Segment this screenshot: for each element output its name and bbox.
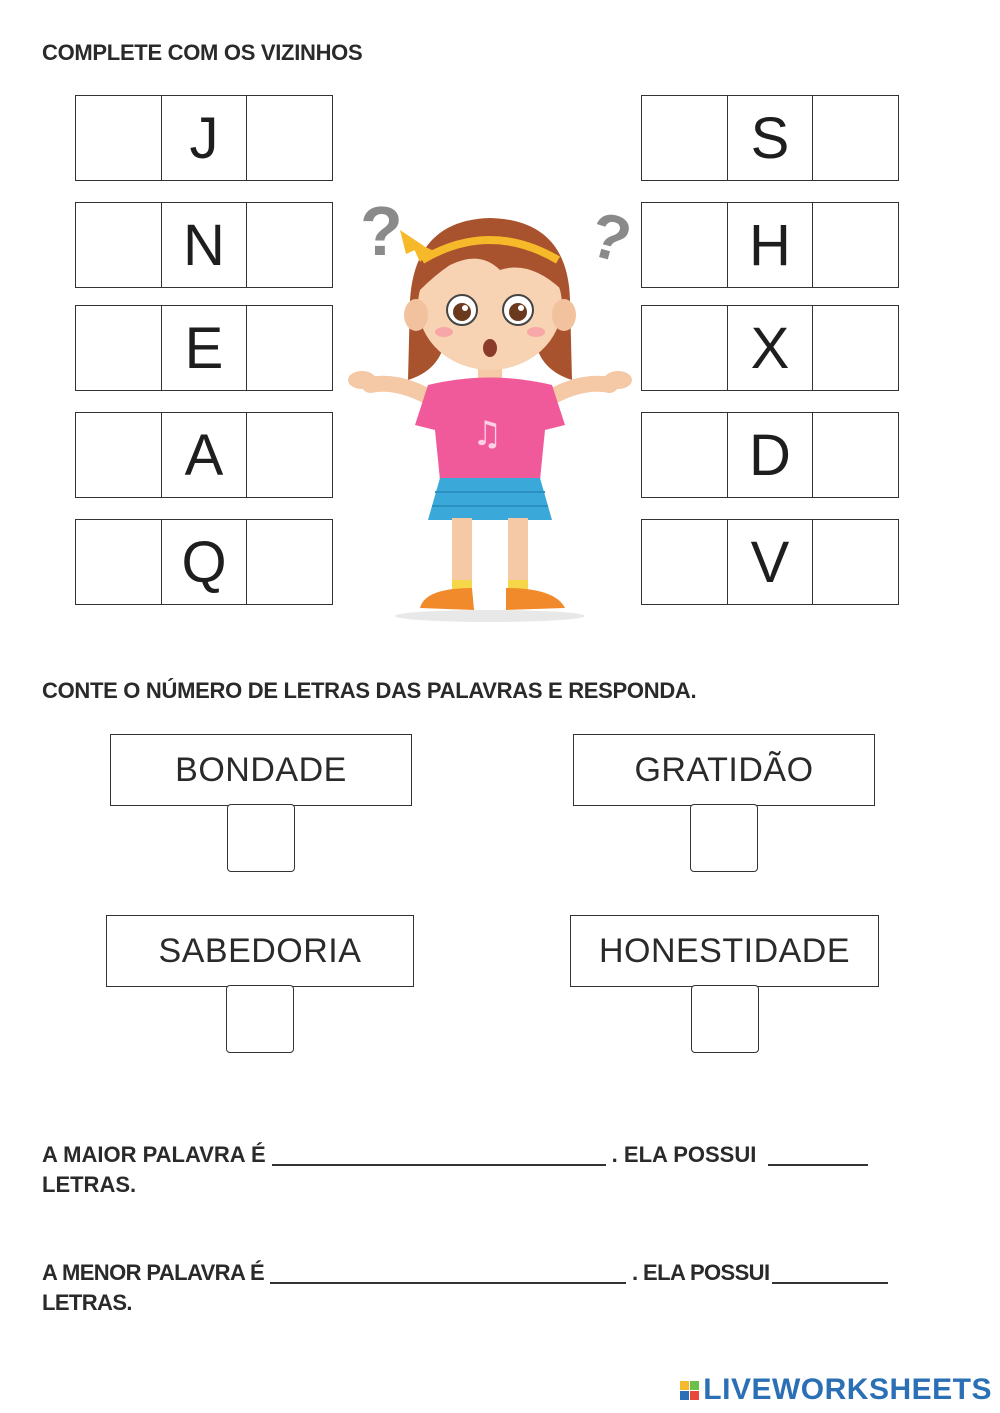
letter-row	[75, 519, 333, 605]
right-hand	[604, 371, 632, 389]
after-input[interactable]	[813, 96, 898, 180]
music-note-icon: ♫	[472, 414, 503, 454]
after-input[interactable]	[247, 306, 332, 390]
before-cell[interactable]	[641, 305, 728, 391]
given-letter: D	[727, 412, 814, 498]
letter-count-box[interactable]	[227, 804, 295, 872]
after-input[interactable]	[247, 520, 332, 604]
shortest-count-blank[interactable]	[772, 1260, 888, 1284]
shortest-word-blank[interactable]	[270, 1260, 626, 1284]
word-card	[570, 915, 879, 1053]
before-cell[interactable]	[75, 519, 162, 605]
letter-count-box[interactable]	[691, 985, 759, 1053]
answer-prefix: A MAIOR PALAVRA É	[42, 1142, 266, 1167]
given-letter: J	[161, 95, 248, 181]
after-cell[interactable]	[246, 305, 333, 391]
left-hand	[348, 371, 376, 389]
before-input[interactable]	[642, 413, 727, 497]
right-arm	[555, 384, 610, 395]
before-cell[interactable]	[641, 202, 728, 288]
letter-row	[75, 305, 333, 391]
left-eye	[453, 303, 471, 321]
before-input[interactable]	[642, 96, 727, 180]
letter-count-input[interactable]	[692, 986, 762, 1054]
letter-row	[75, 202, 333, 288]
given-letter: V	[727, 519, 814, 605]
liveworksheets-brand[interactable]	[680, 1373, 992, 1407]
letter-count-input[interactable]	[691, 805, 761, 873]
given-letter: X	[727, 305, 814, 391]
letter-row	[641, 95, 899, 181]
letter-row	[641, 305, 899, 391]
answer-longest-word	[42, 1140, 947, 1200]
answer-suffix: LETRAS.	[42, 1290, 132, 1315]
answer-middle: . ELA POSSUI	[611, 1142, 757, 1167]
after-cell[interactable]	[812, 95, 899, 181]
before-input[interactable]	[76, 413, 161, 497]
word-card	[110, 734, 412, 872]
longest-word-input[interactable]	[272, 1147, 610, 1171]
after-cell[interactable]	[812, 305, 899, 391]
question-mark-right: ?	[582, 197, 639, 278]
letter-count-box[interactable]	[690, 804, 758, 872]
given-letter: S	[727, 95, 814, 181]
right-letter-grid	[641, 95, 899, 626]
before-cell[interactable]	[75, 412, 162, 498]
letter-count-box[interactable]	[226, 985, 294, 1053]
after-cell[interactable]	[812, 202, 899, 288]
answer-suffix: LETRAS.	[42, 1172, 137, 1197]
letter-row	[641, 519, 899, 605]
word-box: HONESTIDADE	[570, 915, 879, 987]
word-box: SABEDORIA	[106, 915, 414, 987]
right-shoe	[506, 588, 565, 610]
after-input[interactable]	[813, 520, 898, 604]
shortest-count-input[interactable]	[772, 1265, 892, 1289]
before-cell[interactable]	[75, 202, 162, 288]
word-card	[573, 734, 875, 872]
before-cell[interactable]	[641, 95, 728, 181]
before-cell[interactable]	[641, 412, 728, 498]
before-cell[interactable]	[75, 95, 162, 181]
longest-count-input[interactable]	[768, 1147, 872, 1171]
after-input[interactable]	[813, 203, 898, 287]
letter-row	[641, 412, 899, 498]
letter-count-input[interactable]	[227, 986, 297, 1054]
longest-word-blank[interactable]	[272, 1142, 606, 1166]
after-cell[interactable]	[246, 202, 333, 288]
word-box: BONDADE	[110, 734, 412, 806]
brand-name: LIVEWORKSHEETS	[703, 1373, 992, 1406]
before-input[interactable]	[76, 203, 161, 287]
after-input[interactable]	[813, 306, 898, 390]
given-letter: A	[161, 412, 248, 498]
longest-count-blank[interactable]	[768, 1142, 868, 1166]
letter-count-input[interactable]	[228, 805, 298, 873]
section2-title: CONTE O NÚMERO DE LETRAS DAS PALAVRAS E RESPONDA.	[42, 678, 697, 703]
before-cell[interactable]	[641, 519, 728, 605]
answer-prefix: A MENOR PALAVRA É	[42, 1260, 265, 1285]
liveworksheets-logo-icon	[680, 1381, 699, 1400]
left-leg	[452, 518, 472, 588]
before-cell[interactable]	[75, 305, 162, 391]
shortest-word-input[interactable]	[270, 1265, 630, 1289]
word-box: GRATIDÃO	[573, 734, 875, 806]
before-input[interactable]	[76, 96, 161, 180]
letter-row	[75, 95, 333, 181]
right-leg	[508, 518, 528, 588]
after-cell[interactable]	[812, 519, 899, 605]
mouth	[483, 339, 497, 357]
left-letter-grid	[75, 95, 333, 626]
after-input[interactable]	[247, 203, 332, 287]
before-input[interactable]	[642, 306, 727, 390]
blue-skirt	[428, 478, 552, 520]
before-input[interactable]	[642, 520, 727, 604]
before-input[interactable]	[76, 306, 161, 390]
after-input[interactable]	[247, 413, 332, 497]
question-mark-left: ?	[360, 192, 403, 270]
word-card	[106, 915, 414, 1053]
left-shoe	[420, 588, 474, 610]
after-cell[interactable]	[246, 519, 333, 605]
given-letter: N	[161, 202, 248, 288]
after-cell[interactable]	[812, 412, 899, 498]
after-input[interactable]	[813, 413, 898, 497]
after-cell[interactable]	[246, 412, 333, 498]
left-arm	[370, 384, 425, 395]
letter-row	[75, 412, 333, 498]
before-input[interactable]	[76, 520, 161, 604]
given-letter: E	[161, 305, 248, 391]
section1-title: COMPLETE COM OS VIZINHOS	[42, 40, 363, 65]
before-input[interactable]	[642, 203, 727, 287]
after-cell[interactable]	[246, 95, 333, 181]
answer-middle: . ELA POSSUI	[632, 1260, 770, 1285]
answer-shortest-word	[42, 1258, 947, 1318]
letter-row	[641, 202, 899, 288]
confused-girl-illustration	[340, 180, 640, 630]
given-letter: Q	[161, 519, 248, 605]
after-input[interactable]	[247, 96, 332, 180]
given-letter: H	[727, 202, 814, 288]
right-eye	[509, 303, 527, 321]
